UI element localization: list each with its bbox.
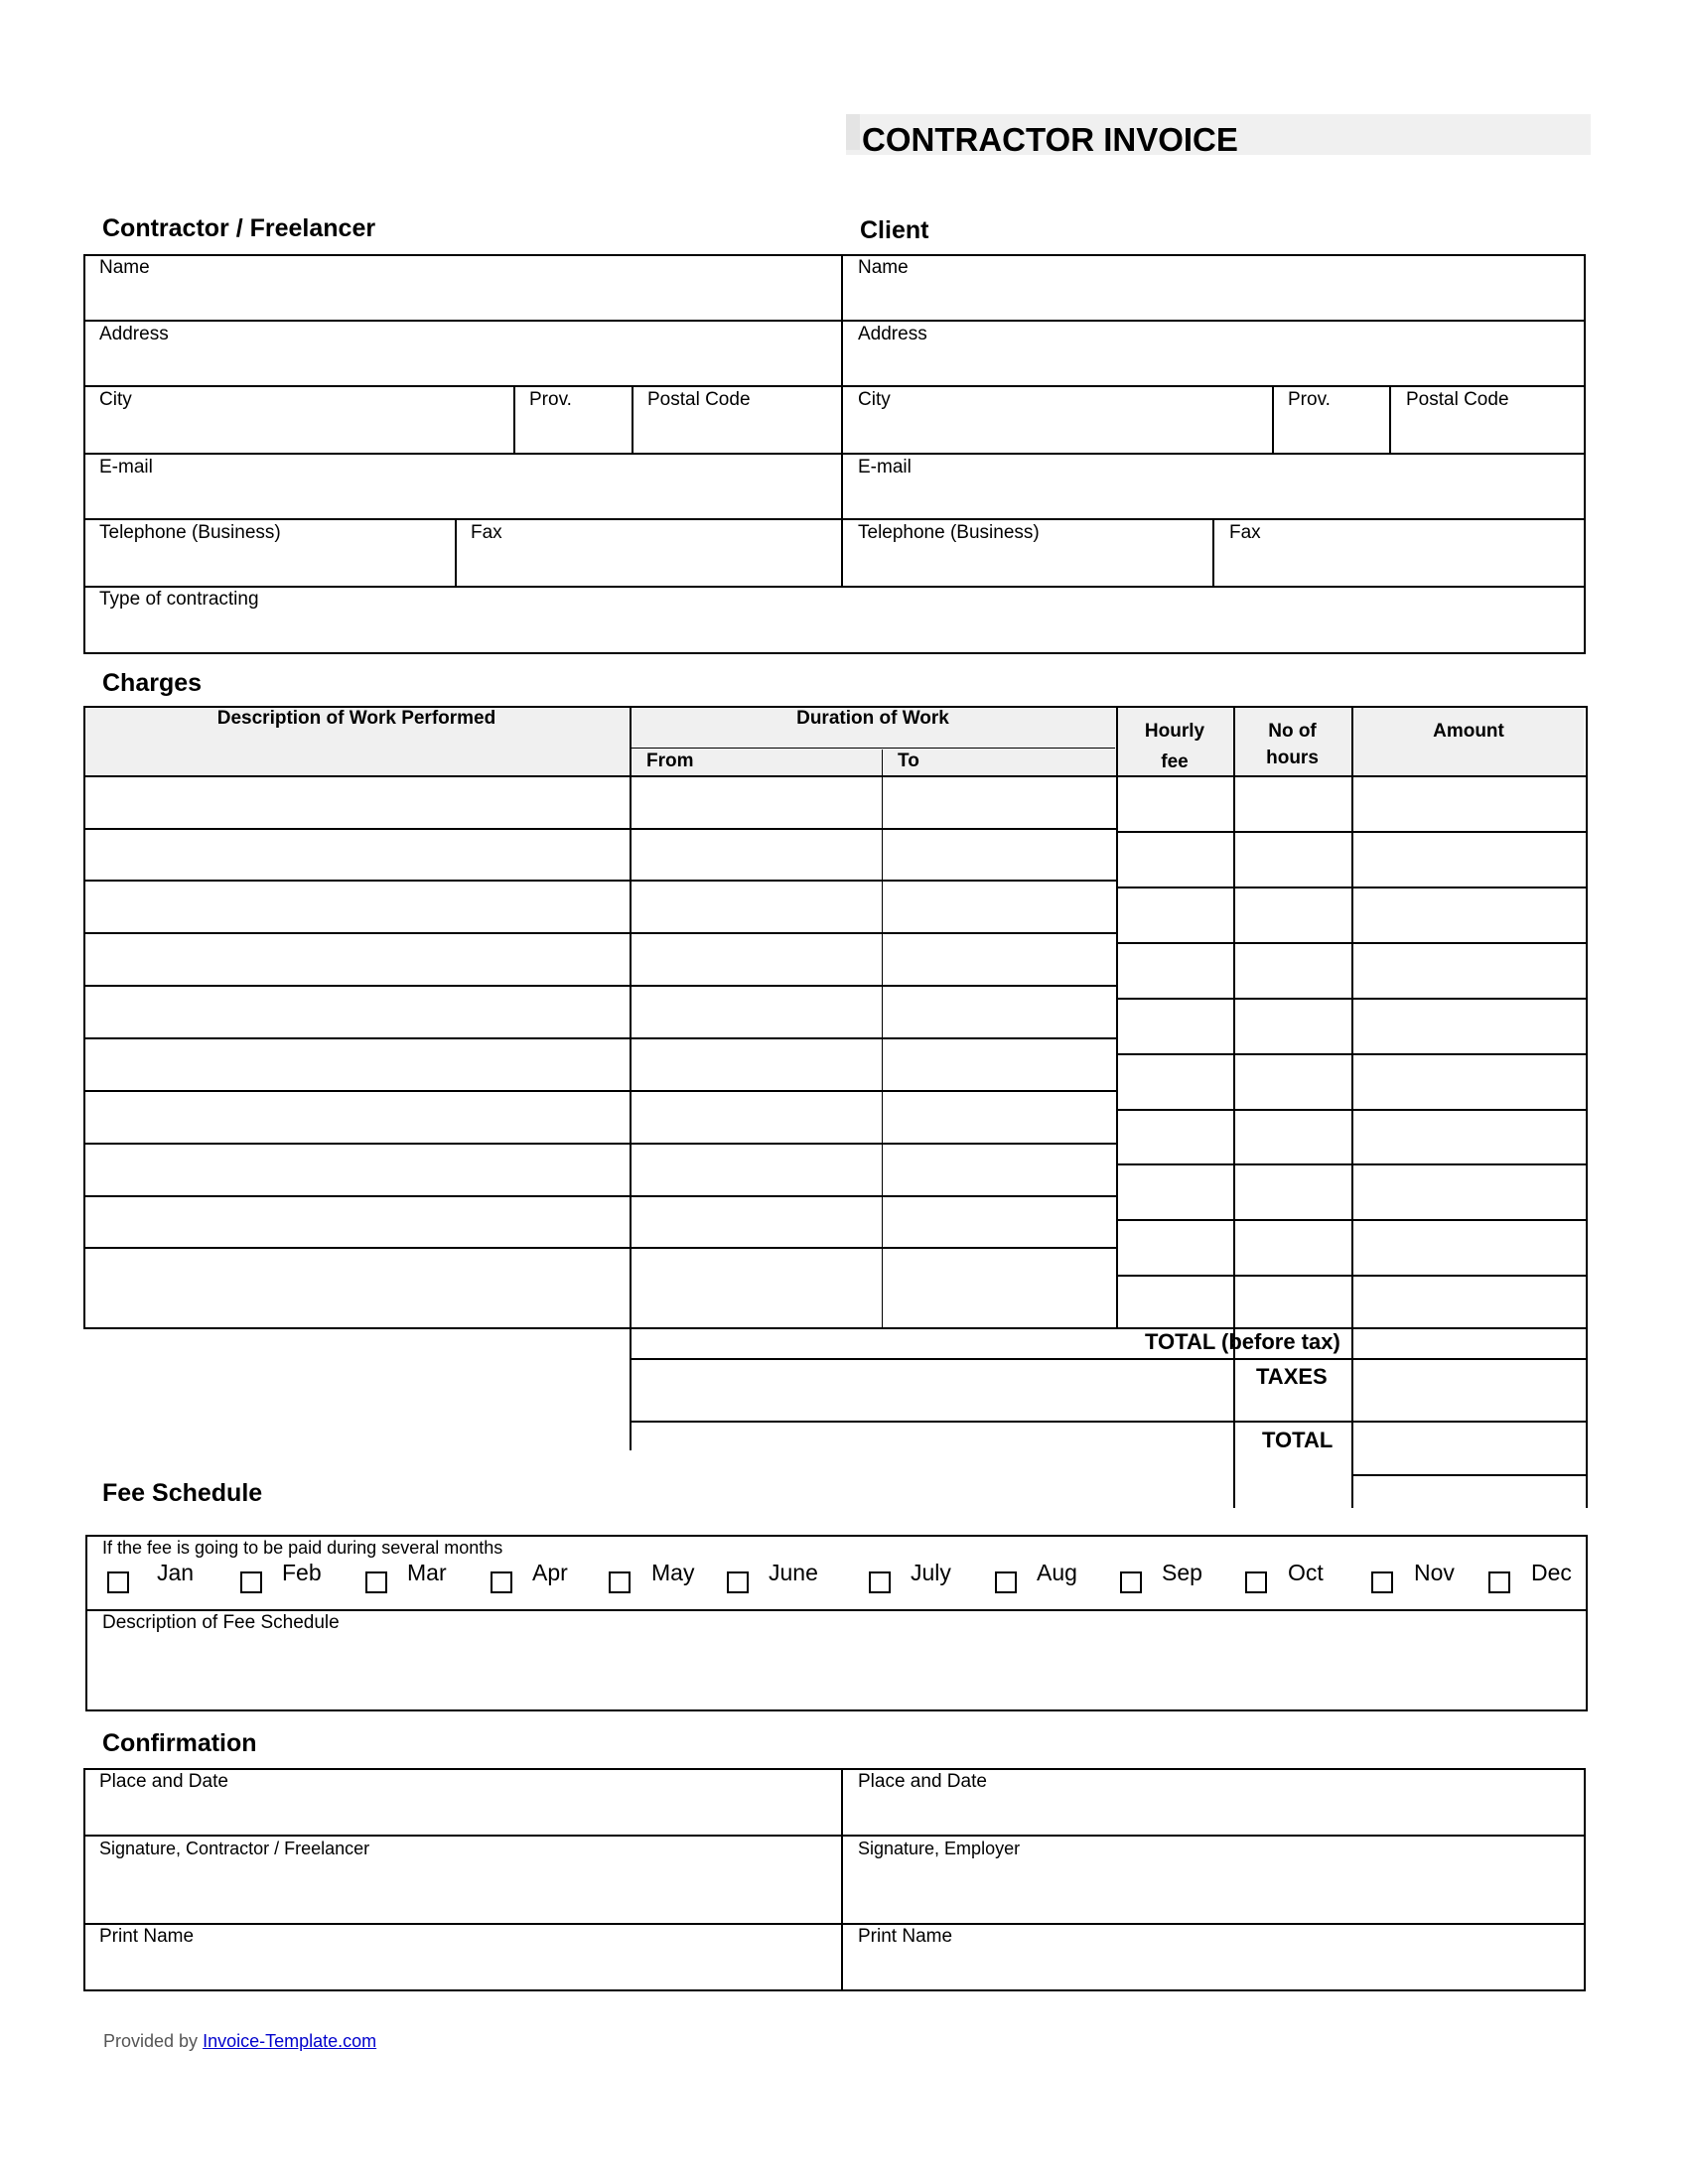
sep-label: Sep [1162, 1560, 1202, 1585]
contractor-name-field[interactable]: Name [99, 257, 150, 278]
aug-checkbox[interactable] [995, 1571, 1017, 1593]
total-before-tax-label: TOTAL (before tax) [1145, 1329, 1340, 1354]
to-header: To [898, 751, 919, 771]
apr-checkbox[interactable] [491, 1571, 512, 1593]
description-header: Description of Work Performed [216, 708, 496, 729]
table-row [83, 828, 1116, 830]
client-place-date-field[interactable]: Place and Date [858, 1771, 987, 1792]
from-header: From [646, 751, 694, 771]
contractor-fax-field[interactable]: Fax [471, 522, 502, 543]
hourly-fee-header: Hourly [1144, 721, 1205, 742]
employer-signature-field[interactable]: Signature, Employer [858, 1839, 1021, 1858]
page-title: CONTRACTOR INVOICE [862, 121, 1238, 158]
amount-header: Amount [1433, 721, 1504, 742]
contractor-place-date-field[interactable]: Place and Date [99, 1771, 228, 1792]
may-checkbox[interactable] [609, 1571, 631, 1593]
client-print-name-field[interactable]: Print Name [858, 1926, 953, 1947]
footer-link[interactable]: Invoice-Template.com [203, 2031, 377, 2051]
contractor-heading: Contractor / Freelancer [102, 214, 376, 242]
dec-label: Dec [1531, 1560, 1572, 1585]
contractor-postal-code-field[interactable]: Postal Code [647, 389, 751, 410]
table-row [83, 985, 1116, 987]
client-heading: Client [860, 216, 929, 244]
client-prov-field[interactable]: Prov. [1288, 389, 1331, 410]
mar-checkbox[interactable] [365, 1571, 387, 1593]
nov-label: Nov [1414, 1560, 1455, 1585]
mar-label: Mar [407, 1560, 447, 1585]
oct-label: Oct [1288, 1560, 1324, 1585]
client-city-field[interactable]: City [858, 389, 891, 410]
contractor-signature-field[interactable]: Signature, Contractor / Freelancer [99, 1839, 370, 1858]
fee-schedule-description-field[interactable]: Description of Fee Schedule [102, 1612, 340, 1633]
client-name-field[interactable]: Name [858, 257, 909, 278]
july-label: July [911, 1560, 951, 1585]
nov-checkbox[interactable] [1371, 1571, 1393, 1593]
contractor-email-field[interactable]: E-mail [99, 457, 153, 478]
jan-checkbox[interactable] [107, 1571, 129, 1593]
table-row [83, 1037, 1116, 1039]
apr-label: Apr [532, 1560, 568, 1585]
table-row [83, 880, 1116, 882]
total-label: TOTAL [1262, 1428, 1334, 1452]
oct-checkbox[interactable] [1245, 1571, 1267, 1593]
sep-checkbox[interactable] [1120, 1571, 1142, 1593]
type-of-contracting-field[interactable]: Type of contracting [99, 589, 259, 610]
client-email-field[interactable]: E-mail [858, 457, 912, 478]
charges-heading: Charges [102, 669, 203, 697]
footer-prefix: Provided by [103, 2031, 199, 2051]
may-label: May [651, 1560, 695, 1585]
table-row [83, 1247, 1116, 1249]
title-accent [846, 114, 860, 150]
feb-checkbox[interactable] [240, 1571, 262, 1593]
taxes-label: TAXES [1256, 1364, 1328, 1389]
client-address-field[interactable]: Address [858, 324, 927, 344]
table-row [83, 1195, 1116, 1197]
confirmation-box [83, 1768, 1586, 1991]
info-center-divider [841, 254, 843, 588]
footer [103, 2031, 376, 2052]
table-row [83, 1143, 1116, 1145]
contractor-address-field[interactable]: Address [99, 324, 169, 344]
dec-checkbox[interactable] [1488, 1571, 1510, 1593]
contractor-telephone-field[interactable]: Telephone (Business) [99, 522, 281, 543]
confirmation-heading: Confirmation [102, 1729, 257, 1757]
aug-label: Aug [1037, 1560, 1077, 1585]
table-row [83, 1090, 1116, 1092]
june-label: June [769, 1560, 818, 1585]
no-of-hours-header: No of [1268, 721, 1317, 742]
fee-schedule-note: If the fee is going to be paid during several months [102, 1538, 503, 1558]
client-telephone-field[interactable]: Telephone (Business) [858, 522, 1040, 543]
client-fax-field[interactable]: Fax [1229, 522, 1261, 543]
duration-header: Duration of Work [796, 708, 949, 729]
table-row [83, 932, 1116, 934]
feb-label: Feb [282, 1560, 322, 1585]
fee-schedule-heading: Fee Schedule [102, 1479, 263, 1507]
jan-label: Jan [157, 1560, 195, 1585]
june-checkbox[interactable] [727, 1571, 749, 1593]
contractor-prov-field[interactable]: Prov. [529, 389, 572, 410]
july-checkbox[interactable] [869, 1571, 891, 1593]
contractor-print-name-field[interactable]: Print Name [99, 1926, 195, 1947]
contractor-city-field[interactable]: City [99, 389, 132, 410]
client-postal-code-field[interactable]: Postal Code [1406, 389, 1509, 410]
